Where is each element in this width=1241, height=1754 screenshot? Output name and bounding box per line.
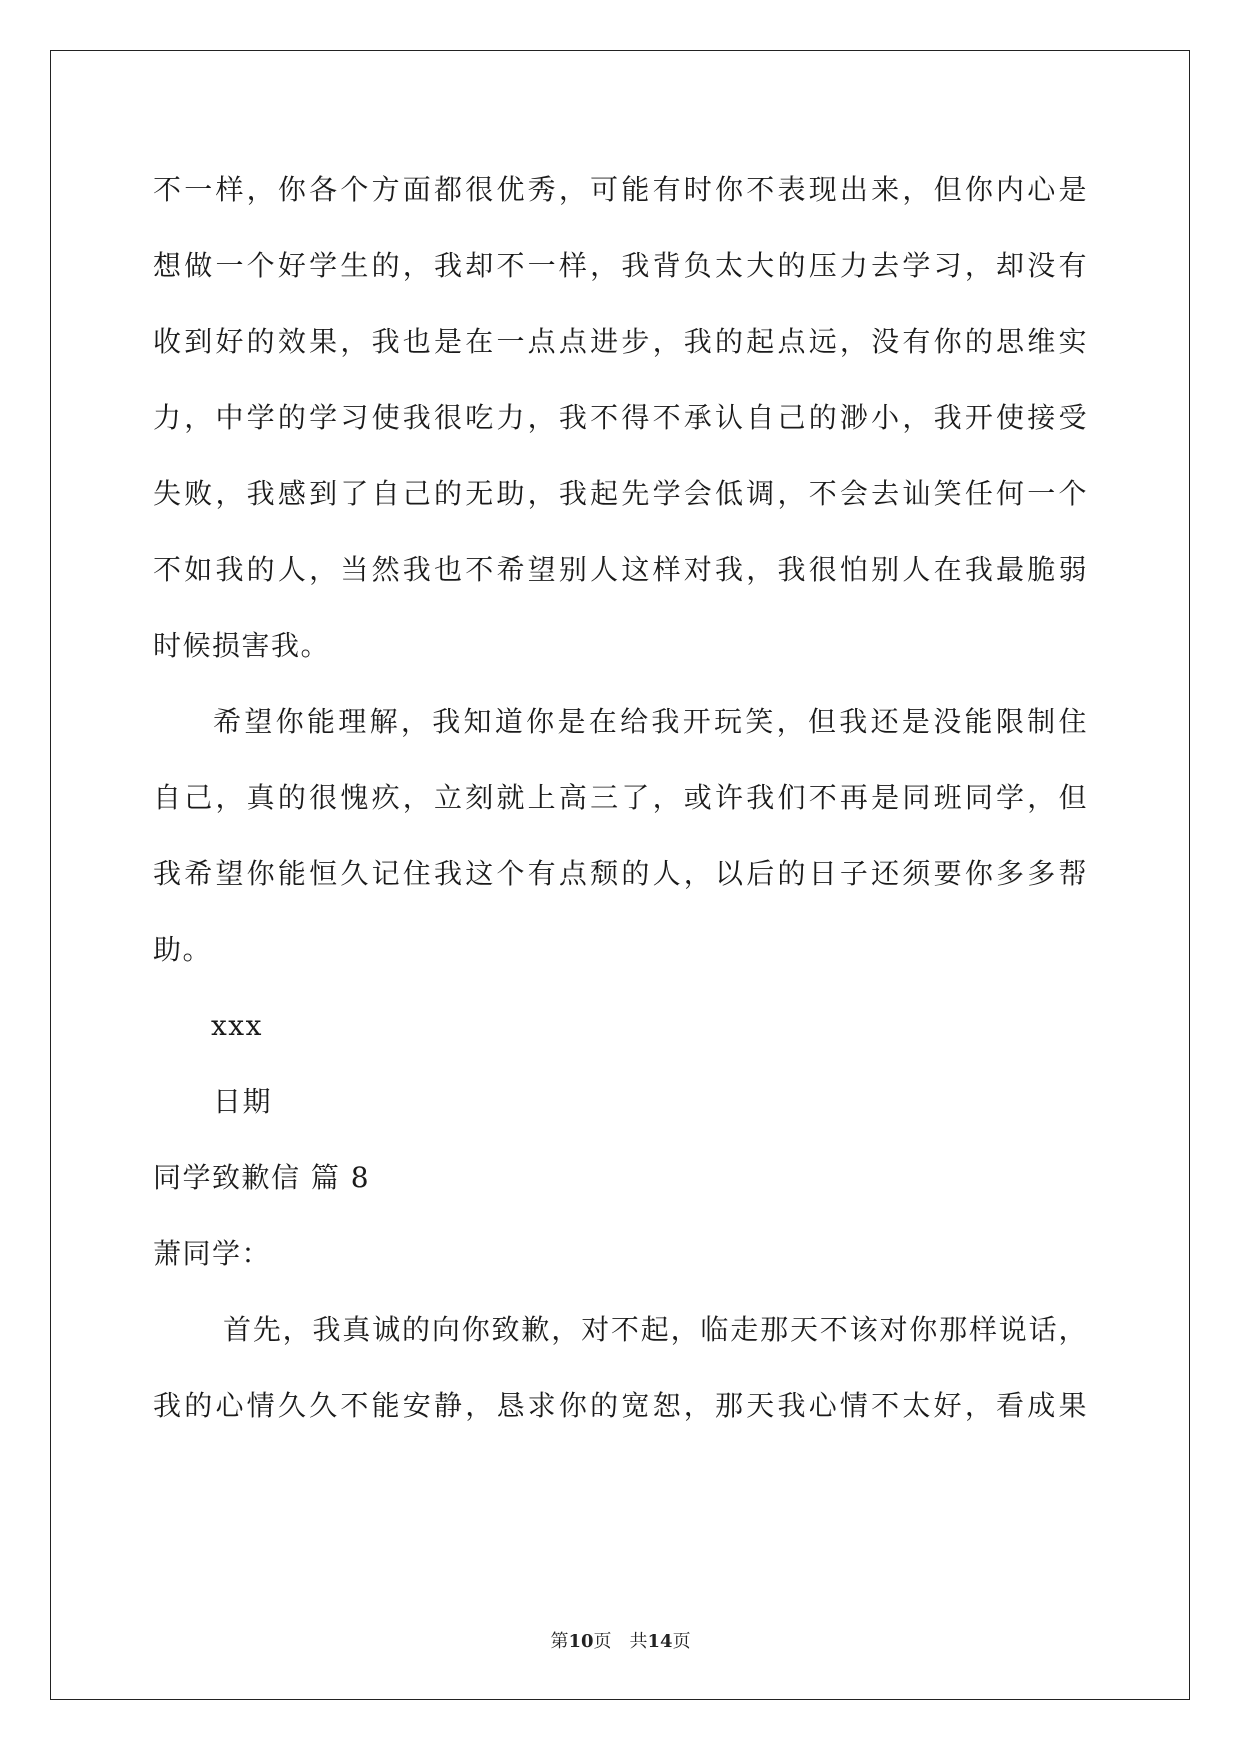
section-heading: 同学致歉信 篇 8 [153, 1161, 371, 1194]
salutation: 萧同学： [153, 1237, 272, 1270]
page-suffix: 页 [672, 1631, 691, 1652]
text-line: 我的心情久久不能安静，恳求你的宽恕，那天我心情不太好，看成果 [153, 1389, 1088, 1422]
signature: xxx [211, 1009, 263, 1042]
text-line: 不一样，你各个方面都很优秀，可能有时你不表现出来，但你内心是 [153, 173, 1088, 206]
date-label: 日期 [213, 1085, 273, 1118]
paragraph-start-line: 首先，我真诚的向你致歉，对不起，临走那天不该对你那样说话， [223, 1313, 1088, 1346]
text-line: 我希望你能恒久记住我这个有点颓的人，以后的日子还须要你多多帮 [153, 857, 1088, 890]
current-page-number: 10 [568, 1631, 594, 1652]
paragraph-start-line: 希望你能理解，我知道你是在给我开玩笑，但我还是没能限制住 [213, 705, 1088, 738]
text-line: 自己，真的很愧疚，立刻就上高三了，或许我们不再是同班同学，但 [153, 781, 1088, 814]
text-line: 收到好的效果，我也是在一点点进步，我的起点远，没有你的思维实 [153, 325, 1088, 358]
text-line: 想做一个好学生的，我却不一样，我背负太大的压力去学习，却没有 [153, 249, 1088, 282]
page-mid: 页 共 [593, 1631, 648, 1652]
text-line: 不如我的人，当然我也不希望别人这样对我，我很怕别人在我最脆弱 [153, 553, 1088, 586]
text-line: 力，中学的学习使我很吃力，我不得不承认自己的渺小，我开使接受 [153, 401, 1088, 434]
total-page-number: 14 [647, 1631, 673, 1652]
text-line: 失败，我感到了自己的无助，我起先学会低调，不会去讪笑任何一个 [153, 477, 1088, 510]
text-line: 时候损害我。 [153, 629, 331, 662]
page-prefix: 第 [550, 1631, 569, 1652]
page-footer [0, 1627, 1241, 1653]
text-line: 助。 [153, 933, 213, 966]
